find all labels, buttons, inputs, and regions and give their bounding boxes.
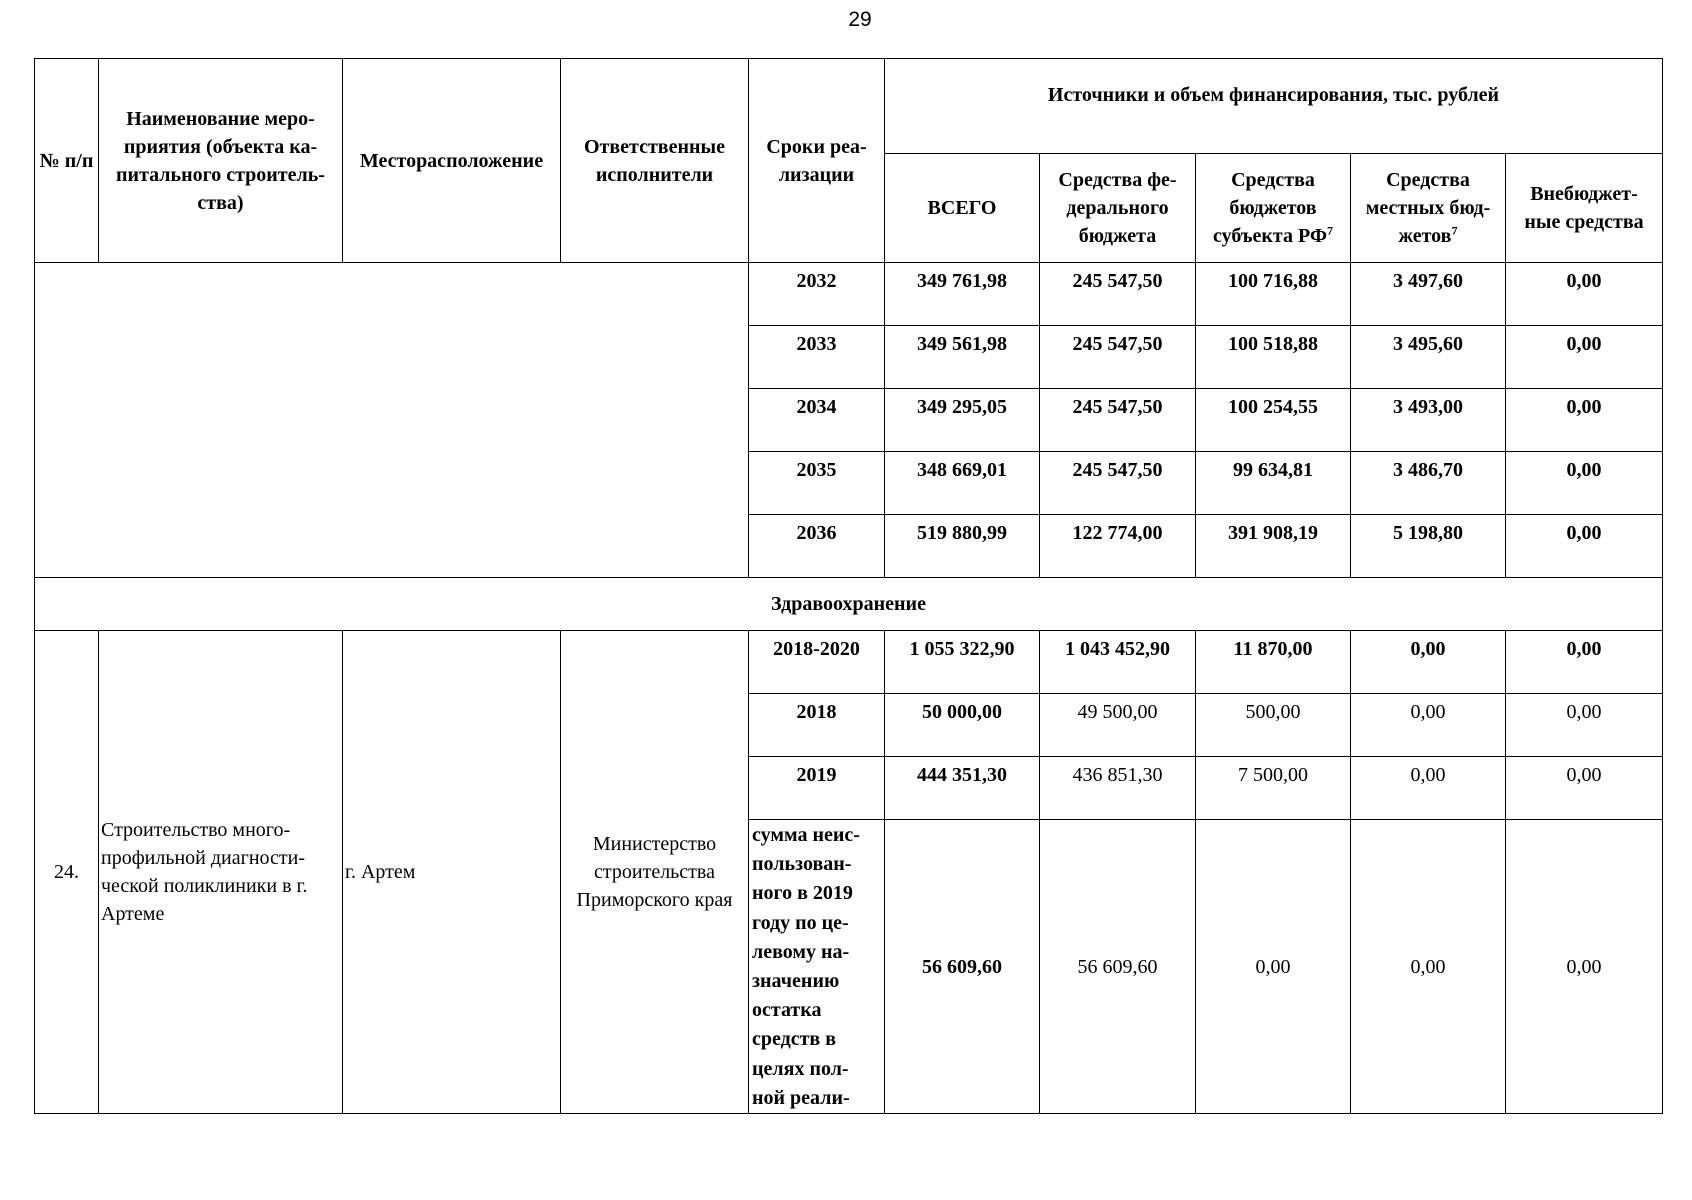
cell-subject: 100 518,88 (1196, 326, 1351, 389)
cell-subject: 500,00 (1196, 694, 1351, 757)
cell-subject: 100 716,88 (1196, 263, 1351, 326)
cell-total: 349 561,98 (885, 326, 1040, 389)
page-number: 29 (848, 8, 872, 31)
cell-subject: 100 254,55 (1196, 389, 1351, 452)
item-executor: Министерство строительства Приморского края (561, 631, 749, 1114)
cell-federal: 245 547,50 (1040, 452, 1196, 515)
cell-local: 0,00 (1351, 694, 1506, 757)
cell-extra: 0,00 (1506, 389, 1663, 452)
cell-federal: 1 043 452,90 (1040, 631, 1196, 694)
section-row (35, 578, 1663, 631)
cell-extra: 0,00 (1506, 452, 1663, 515)
cell-total: 519 880,99 (885, 515, 1040, 578)
cell-federal: 436 851,30 (1040, 757, 1196, 820)
cell-extra: 0,00 (1506, 515, 1663, 578)
cell-total: 444 351,30 (885, 757, 1040, 820)
cell-total: 349 295,05 (885, 389, 1040, 452)
header-period: Сроки реа- лизации (749, 59, 885, 263)
continuation-blank (35, 263, 749, 578)
cell-subject: 11 870,00 (1196, 631, 1351, 694)
header-total: ВСЕГО (885, 154, 1040, 263)
cell-extra: 0,00 (1506, 631, 1663, 694)
cell-period: 2019 (749, 757, 885, 820)
cell-total: 1 055 322,90 (885, 631, 1040, 694)
cell-extra: 0,00 (1506, 820, 1663, 1114)
cell-federal: 245 547,50 (1040, 389, 1196, 452)
header-local: Средства местных бюд- жетов$^7$ (1351, 154, 1506, 263)
header-federal: Средства фе- дерального бюджета (1040, 154, 1196, 263)
header-executors: Ответственные исполнители (561, 59, 749, 263)
cell-local: 3 497,60 (1351, 263, 1506, 326)
cell-subject: 391 908,19 (1196, 515, 1351, 578)
cell-extra: 0,00 (1506, 694, 1663, 757)
cell-extra: 0,00 (1506, 326, 1663, 389)
cell-local: 0,00 (1351, 820, 1506, 1114)
cell-subject: 99 634,81 (1196, 452, 1351, 515)
header-name: Наименование меро- приятия (объекта ка- питального строитель- ства) (99, 59, 343, 263)
cell-period: 2018 (749, 694, 885, 757)
section-title: Здравоохранение (35, 578, 1663, 631)
header-subject: Средства бюджетов субъекта $РФ^7$ (1196, 154, 1351, 263)
cell-local: 3 486,70 (1351, 452, 1506, 515)
cell-local: 5 198,80 (1351, 515, 1506, 578)
header-row-1 (35, 59, 1663, 154)
cell-total: 348 669,01 (885, 452, 1040, 515)
cell-local: 0,00 (1351, 631, 1506, 694)
cell-period: 2035 (749, 452, 885, 515)
cell-period-unused: сумма неис- пользован- ного в 2019 году по це- левому на- значению остатка средств в целях пол- ной реали- (749, 820, 885, 1114)
cell-federal: 245 547,50 (1040, 263, 1196, 326)
cell-federal: 49 500,00 (1040, 694, 1196, 757)
table-row (35, 263, 1663, 326)
cell-subject: 0,00 (1196, 820, 1351, 1114)
item-name: Строительство много- профильной диагности- ческой поликлиники в г. Артеме (99, 631, 343, 1114)
cell-period: 2032 (749, 263, 885, 326)
cell-local: 3 495,60 (1351, 326, 1506, 389)
cell-extra: 0,00 (1506, 263, 1663, 326)
cell-total: 349 761,98 (885, 263, 1040, 326)
cell-extra: 0,00 (1506, 757, 1663, 820)
cell-period: 2018-2020 (749, 631, 885, 694)
cell-period: 2036 (749, 515, 885, 578)
cell-local: 0,00 (1351, 757, 1506, 820)
item-number: 24. (35, 631, 99, 1114)
cell-federal: 122 774,00 (1040, 515, 1196, 578)
cell-period: 2033 (749, 326, 885, 389)
header-sources: Источники и объем финансирования, тыс. рублей (885, 59, 1663, 154)
cell-federal: 56 609,60 (1040, 820, 1196, 1114)
cell-federal: 245 547,50 (1040, 326, 1196, 389)
cell-total: 50 000,00 (885, 694, 1040, 757)
cell-total: 56 609,60 (885, 820, 1040, 1114)
cell-subject: 7 500,00 (1196, 757, 1351, 820)
item-location: г. Артем (343, 631, 561, 1114)
table-row (35, 631, 1663, 694)
cell-local: 3 493,00 (1351, 389, 1506, 452)
header-num: № п/п (35, 59, 99, 263)
financing-table (34, 58, 1663, 1114)
cell-period: 2034 (749, 389, 885, 452)
header-extrabudget: Внебюджет- ные средства (1506, 154, 1663, 263)
header-location: Месторасположение (343, 59, 561, 263)
